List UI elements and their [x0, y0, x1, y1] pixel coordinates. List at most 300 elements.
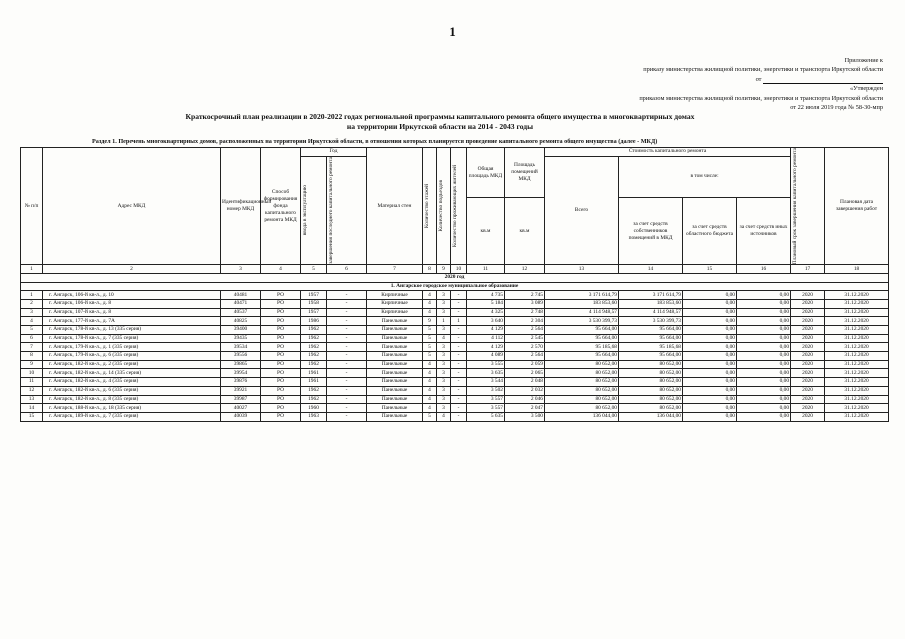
- cost-regional: 0,00: [683, 343, 737, 352]
- year-renovated: -: [327, 378, 367, 387]
- planned-year: 2020: [791, 412, 825, 421]
- mkd-id: 39954: [221, 369, 261, 378]
- header-incl: в том числе:: [619, 156, 791, 197]
- planned-year: 2020: [791, 334, 825, 343]
- cost-owners: 80 652,00: [619, 360, 683, 369]
- wall-material: Панельные: [367, 412, 423, 421]
- row-number: 9: [21, 360, 43, 369]
- row-number: 4: [21, 317, 43, 326]
- floors: 4: [423, 404, 437, 413]
- cost-total: 95 664,00: [545, 352, 619, 361]
- table-row: [21, 395, 889, 404]
- address: г. Ангарск, 182-й кв-л., д. 8 (335 серия): [43, 395, 221, 404]
- address: г. Ангарск, 182-й кв-л., д. 4 (335 серия): [43, 378, 221, 387]
- cost-owners: 80 652,00: [619, 386, 683, 395]
- table-row: [21, 412, 889, 421]
- planned-date: 31.12.2020: [825, 326, 889, 335]
- cost-other: 0,00: [737, 299, 791, 308]
- planned-date: 31.12.2020: [825, 412, 889, 421]
- year-built: 1962: [301, 326, 327, 335]
- cost-total: 80 652,00: [545, 369, 619, 378]
- address: г. Ангарск, 107-й кв-л., д. 8: [43, 308, 221, 317]
- header-floors-text: Количество этажей: [424, 184, 430, 229]
- year-built: 1962: [301, 334, 327, 343]
- premises-area: 2 564: [505, 352, 545, 361]
- floors: 4: [423, 299, 437, 308]
- cost-regional: 0,00: [683, 308, 737, 317]
- header-year-built: [301, 156, 327, 265]
- cost-owners: 80 652,00: [619, 395, 683, 404]
- wall-material: Кирпичные: [367, 291, 423, 300]
- floors: 4: [423, 291, 437, 300]
- planned-date: 31.12.2020: [825, 299, 889, 308]
- cost-owners: 136 044,00: [619, 412, 683, 421]
- header-total-area: Общая площадь МКД: [467, 148, 505, 198]
- header-premises-area: Площадь помещений МКД: [505, 148, 545, 198]
- row-number: 8: [21, 352, 43, 361]
- premises-area: 2 745: [505, 291, 545, 300]
- total-area: 3 555: [467, 360, 505, 369]
- year-built: 1958: [301, 299, 327, 308]
- header-year-renov-text: завершения последнего капитального ремонта: [328, 157, 334, 264]
- wall-material: Панельные: [367, 404, 423, 413]
- total-area: 5 184: [467, 299, 505, 308]
- floors: 5: [423, 352, 437, 361]
- planned-year: 2020: [791, 378, 825, 387]
- mkd-id: 40471: [221, 299, 261, 308]
- row-number: 2: [21, 299, 43, 308]
- row-number: 11: [21, 378, 43, 387]
- mkd-id: 39865: [221, 360, 261, 369]
- table-row: [21, 369, 889, 378]
- unit-premises-area: кв.м: [505, 198, 545, 265]
- row-number: 10: [21, 369, 43, 378]
- table-row: [21, 291, 889, 300]
- fund-method: РО: [261, 291, 301, 300]
- entrances: 3: [437, 299, 451, 308]
- fund-method: РО: [261, 308, 301, 317]
- residents: -: [451, 386, 467, 395]
- wall-material: Панельные: [367, 378, 423, 387]
- total-area: 3 640: [467, 317, 505, 326]
- total-area: 4 129: [467, 326, 505, 335]
- table-row: [21, 334, 889, 343]
- residents: -: [451, 299, 467, 308]
- year-built: 1961: [301, 378, 327, 387]
- entrances: 3: [437, 395, 451, 404]
- column-number: 16: [737, 265, 791, 274]
- cost-total: 80 652,00: [545, 378, 619, 387]
- row-number: 3: [21, 308, 43, 317]
- mkd-id: 39876: [221, 378, 261, 387]
- mkd-id: 39921: [221, 386, 261, 395]
- wall-material: Кирпичные: [367, 308, 423, 317]
- cost-other: 0,00: [737, 326, 791, 335]
- total-area: 3 544: [467, 378, 505, 387]
- planned-date: 31.12.2020: [825, 334, 889, 343]
- residents: -: [451, 308, 467, 317]
- entrances: 3: [437, 360, 451, 369]
- fund-method: РО: [261, 334, 301, 343]
- premises-area: 3 500: [505, 412, 545, 421]
- approval-line: от 22 июля 2019 года № 58-30-мпр: [790, 104, 883, 112]
- residents: -: [451, 343, 467, 352]
- premises-area: 2 570: [505, 343, 545, 352]
- address: г. Ангарск, 179-й кв-л., д. 6 (335 серия): [43, 352, 221, 361]
- cost-other: 0,00: [737, 360, 791, 369]
- premises-area: 2 545: [505, 334, 545, 343]
- fund-method: РО: [261, 395, 301, 404]
- planned-year: 2020: [791, 404, 825, 413]
- page-number: 1: [449, 24, 456, 39]
- floors: 5: [423, 334, 437, 343]
- cost-regional: 0,00: [683, 404, 737, 413]
- cost-owners: 95 664,00: [619, 352, 683, 361]
- wall-material: Панельные: [367, 334, 423, 343]
- premises-area: 2 564: [505, 326, 545, 335]
- planned-year: 2020: [791, 395, 825, 404]
- floors: 4: [423, 395, 437, 404]
- year-renovated: -: [327, 317, 367, 326]
- address: г. Ангарск, 177-й кв-л., д. 7А: [43, 317, 221, 326]
- residents: -: [451, 378, 467, 387]
- floors: 4: [423, 378, 437, 387]
- total-area: 3 502: [467, 386, 505, 395]
- column-number: 15: [683, 265, 737, 274]
- cost-total: 136 044,00: [545, 412, 619, 421]
- premises-area: 2 748: [505, 308, 545, 317]
- entrances: 3: [437, 326, 451, 335]
- column-number: 9: [437, 265, 451, 274]
- total-area: 4 129: [467, 343, 505, 352]
- residents: -: [451, 412, 467, 421]
- planned-date: 31.12.2020: [825, 395, 889, 404]
- cost-regional: 0,00: [683, 291, 737, 300]
- premises-area: 2 032: [505, 386, 545, 395]
- cost-total: 80 652,00: [545, 386, 619, 395]
- approval-line: «Утвержден: [850, 85, 883, 93]
- row-number: 1: [21, 291, 43, 300]
- planned-year: 2020: [791, 299, 825, 308]
- entrances: 1: [437, 317, 451, 326]
- address: г. Ангарск, 106-й кв-л., д. 8: [43, 299, 221, 308]
- year-renovated: -: [327, 334, 367, 343]
- address: г. Ангарск, 178-й кв-л., д. 13 (335 серия): [43, 326, 221, 335]
- header-total-cost: Всего: [545, 156, 619, 265]
- residents: -: [451, 334, 467, 343]
- year-built: 1962: [301, 343, 327, 352]
- column-number: 11: [467, 265, 505, 274]
- entrances: 3: [437, 369, 451, 378]
- row-number: 6: [21, 334, 43, 343]
- fund-method: РО: [261, 317, 301, 326]
- header-year-group: Год: [301, 148, 367, 157]
- column-number: 8: [423, 265, 437, 274]
- cost-other: 0,00: [737, 412, 791, 421]
- column-number: 13: [545, 265, 619, 274]
- cost-other: 0,00: [737, 386, 791, 395]
- floors: 5: [423, 343, 437, 352]
- fund-method: РО: [261, 369, 301, 378]
- premises-area: 2 046: [505, 395, 545, 404]
- year-renovated: -: [327, 343, 367, 352]
- header-residents: [451, 148, 467, 265]
- cost-total: 80 652,00: [545, 395, 619, 404]
- cost-total: 3 171 614,79: [545, 291, 619, 300]
- row-number: 5: [21, 326, 43, 335]
- approval-line: приказу министерства жилищной политики, энергетики и транспорта Иркутской области: [643, 66, 883, 74]
- year-renovated: -: [327, 299, 367, 308]
- floors: 5: [423, 412, 437, 421]
- mkd-table: [20, 147, 889, 422]
- residents: -: [451, 395, 467, 404]
- column-number: 3: [221, 265, 261, 274]
- planned-date: 31.12.2020: [825, 386, 889, 395]
- cost-total: 3 530 399,73: [545, 317, 619, 326]
- cost-regional: 0,00: [683, 395, 737, 404]
- residents: -: [451, 404, 467, 413]
- column-number: 7: [367, 265, 423, 274]
- address: г. Ангарск, 182-й кв-л., д. 2 (335 серия): [43, 360, 221, 369]
- header-residents-text: Количество проживающих жителей: [452, 165, 458, 248]
- title-line: Краткосрочный план реализации в 2020-2022 годах региональной программы капитального ремонта общего имущества в многоквартирных домах: [185, 112, 695, 121]
- handwritten-date: [763, 76, 883, 84]
- cost-total: 80 652,00: [545, 404, 619, 413]
- mkd-id: 39987: [221, 395, 261, 404]
- cost-total: 183 853,60: [545, 299, 619, 308]
- cost-total: 4 114 948,57: [545, 308, 619, 317]
- cost-other: 0,00: [737, 352, 791, 361]
- planned-date: 31.12.2020: [825, 343, 889, 352]
- section-title: Раздел 1. Перечень многоквартирных домов, расположенных на территории Иркутской области, в отношении которых планируется проведение капитального ремонта общего имущества (далее - МКД): [92, 138, 658, 145]
- fund-method: РО: [261, 386, 301, 395]
- cost-owners: 95 664,00: [619, 334, 683, 343]
- mkd-id: 39435: [221, 334, 261, 343]
- approval-line: приказом министерства жилищной политики, энергетики и транспорта Иркутской области: [639, 94, 883, 102]
- entrances: 4: [437, 412, 451, 421]
- row-number: 13: [21, 395, 43, 404]
- planned-year: 2020: [791, 308, 825, 317]
- column-number: 12: [505, 265, 545, 274]
- header-material: Материал стен: [367, 148, 423, 265]
- cost-owners: 95 664,00: [619, 326, 683, 335]
- address: г. Ангарск, 189-й кв-л., д. 7 (335 серия): [43, 412, 221, 421]
- mkd-id: 40825: [221, 317, 261, 326]
- table-row: [21, 404, 889, 413]
- wall-material: Панельные: [367, 369, 423, 378]
- address: г. Ангарск, 178-й кв-л., д. 7 (335 серия): [43, 334, 221, 343]
- wall-material: Панельные: [367, 395, 423, 404]
- approval-date-line: [553, 75, 883, 84]
- row-number: 12: [21, 386, 43, 395]
- column-number: 18: [825, 265, 889, 274]
- planned-date: 31.12.2020: [825, 308, 889, 317]
- year-renovated: -: [327, 308, 367, 317]
- column-number: 10: [451, 265, 467, 274]
- cost-owners: 95 185,68: [619, 343, 683, 352]
- planned-year: 2020: [791, 326, 825, 335]
- floors: 5: [423, 326, 437, 335]
- premises-area: 2 065: [505, 369, 545, 378]
- year-built: 1961: [301, 369, 327, 378]
- header-regional: за счет средств областного бюджета: [683, 198, 737, 265]
- municipality-row: 1. Ангарское городское муниципальное образование: [21, 282, 889, 291]
- year-built: 1957: [301, 308, 327, 317]
- title-line: на территории Иркутской области на 2014 - 2043 годы: [346, 122, 534, 131]
- year-built: 1957: [301, 291, 327, 300]
- cost-regional: 0,00: [683, 352, 737, 361]
- total-area: 3 635: [467, 369, 505, 378]
- premises-area: 2 059: [505, 360, 545, 369]
- mkd-id: 40481: [221, 291, 261, 300]
- address: г. Ангарск, 188-й кв-л., д. 18 (335 серия): [43, 404, 221, 413]
- total-area: 4 089: [467, 352, 505, 361]
- address: г. Ангарск, 182-й кв-л., д. 14 (335 серия): [43, 369, 221, 378]
- cost-regional: 0,00: [683, 317, 737, 326]
- mkd-id: 40537: [221, 308, 261, 317]
- entrances: 3: [437, 308, 451, 317]
- planned-date: 31.12.2020: [825, 378, 889, 387]
- cost-other: 0,00: [737, 404, 791, 413]
- wall-material: Панельные: [367, 343, 423, 352]
- planned-date: 31.12.2020: [825, 352, 889, 361]
- table-row: [21, 308, 889, 317]
- planned-year: 2020: [791, 360, 825, 369]
- header-entrances-text: Количество подъездов: [438, 180, 444, 232]
- year-renovated: -: [327, 352, 367, 361]
- mkd-id: 39556: [221, 352, 261, 361]
- entrances: 3: [437, 352, 451, 361]
- planned-year: 2020: [791, 317, 825, 326]
- table-row: [21, 326, 889, 335]
- header-entrances: [437, 148, 451, 265]
- mkd-id: 40027: [221, 404, 261, 413]
- approval-prefix: от: [755, 75, 762, 83]
- planned-date: 31.12.2020: [825, 369, 889, 378]
- floors: 4: [423, 386, 437, 395]
- planned-year: 2020: [791, 343, 825, 352]
- table-row: [21, 317, 889, 326]
- year-renovated: -: [327, 291, 367, 300]
- cost-regional: 0,00: [683, 369, 737, 378]
- total-area: 3 557: [467, 395, 505, 404]
- planned-year: 2020: [791, 386, 825, 395]
- cost-other: 0,00: [737, 308, 791, 317]
- header-cost-group: Стоимость капитального ремонта: [545, 148, 791, 157]
- entrances: 3: [437, 378, 451, 387]
- header-planned-year-text: Плановый срок завершения капитального ремонта: [792, 148, 799, 265]
- residents: -: [451, 352, 467, 361]
- header-id: Идентификационный номер МКД: [221, 148, 261, 265]
- table-row: [21, 352, 889, 361]
- column-number: 6: [327, 265, 367, 274]
- year-renovated: -: [327, 360, 367, 369]
- cost-other: 0,00: [737, 317, 791, 326]
- premises-area: 2 047: [505, 404, 545, 413]
- approval-line: Приложение к: [844, 57, 883, 64]
- residents: -: [451, 360, 467, 369]
- cost-regional: 0,00: [683, 378, 737, 387]
- wall-material: Кирпичные: [367, 299, 423, 308]
- header-planned-date: Плановая дата завершения работ: [825, 148, 889, 265]
- header-address: Адрес МКД: [43, 148, 221, 265]
- fund-method: РО: [261, 343, 301, 352]
- floors: 4: [423, 369, 437, 378]
- entrances: 3: [437, 386, 451, 395]
- column-numbers-row: [21, 265, 889, 274]
- unit-total-area: кв.м: [467, 198, 505, 265]
- year-built: 1960: [301, 404, 327, 413]
- table-row: [21, 378, 889, 387]
- year-renovated: -: [327, 386, 367, 395]
- year-renovated: -: [327, 395, 367, 404]
- cost-regional: 0,00: [683, 299, 737, 308]
- cost-owners: 4 114 948,57: [619, 308, 683, 317]
- year-row: 2020 год: [21, 273, 889, 282]
- year-renovated: -: [327, 326, 367, 335]
- cost-other: 0,00: [737, 378, 791, 387]
- year-renovated: -: [327, 369, 367, 378]
- address: г. Ангарск, 182-й кв-л., д. 6 (335 серия): [43, 386, 221, 395]
- header-year-renov: [327, 156, 367, 265]
- total-area: 3 557: [467, 404, 505, 413]
- residents: -: [451, 326, 467, 335]
- header-year-built-text: ввода в эксплуатацию: [302, 185, 308, 236]
- wall-material: Панельные: [367, 360, 423, 369]
- cost-owners: 80 652,00: [619, 369, 683, 378]
- cost-other: 0,00: [737, 291, 791, 300]
- residents: -: [451, 369, 467, 378]
- planned-year: 2020: [791, 291, 825, 300]
- cost-regional: 0,00: [683, 412, 737, 421]
- total-area: 4 112: [467, 334, 505, 343]
- planned-year: 2020: [791, 369, 825, 378]
- header-planned-year: [791, 148, 825, 265]
- year-built: 1962: [301, 386, 327, 395]
- planned-year: 2020: [791, 352, 825, 361]
- cost-total: 95 664,00: [545, 334, 619, 343]
- cost-regional: 0,00: [683, 334, 737, 343]
- header-method: Способ формирования фонда капитального ремонта МКД: [261, 148, 301, 265]
- cost-total: 95 664,00: [545, 326, 619, 335]
- document-title: [140, 112, 740, 132]
- table-row: [21, 299, 889, 308]
- wall-material: Панельные: [367, 352, 423, 361]
- mkd-id: 39534: [221, 343, 261, 352]
- planned-date: 31.12.2020: [825, 404, 889, 413]
- cost-other: 0,00: [737, 395, 791, 404]
- cost-owners: 3 171 614,79: [619, 291, 683, 300]
- entrances: 3: [437, 291, 451, 300]
- cost-other: 0,00: [737, 343, 791, 352]
- address: г. Ангарск, 179-й кв-л., д. 1 (335 серия): [43, 343, 221, 352]
- fund-method: РО: [261, 299, 301, 308]
- cost-other: 0,00: [737, 334, 791, 343]
- year-renovated: -: [327, 404, 367, 413]
- total-area: 4 325: [467, 308, 505, 317]
- column-number: 14: [619, 265, 683, 274]
- fund-method: РО: [261, 360, 301, 369]
- planned-date: 31.12.2020: [825, 291, 889, 300]
- floors: 4: [423, 308, 437, 317]
- year-built: 1962: [301, 395, 327, 404]
- cost-owners: 80 652,00: [619, 404, 683, 413]
- mkd-id: 40039: [221, 412, 261, 421]
- cost-regional: 0,00: [683, 386, 737, 395]
- row-number: 15: [21, 412, 43, 421]
- cost-owners: 80 652,00: [619, 378, 683, 387]
- column-number: 1: [21, 265, 43, 274]
